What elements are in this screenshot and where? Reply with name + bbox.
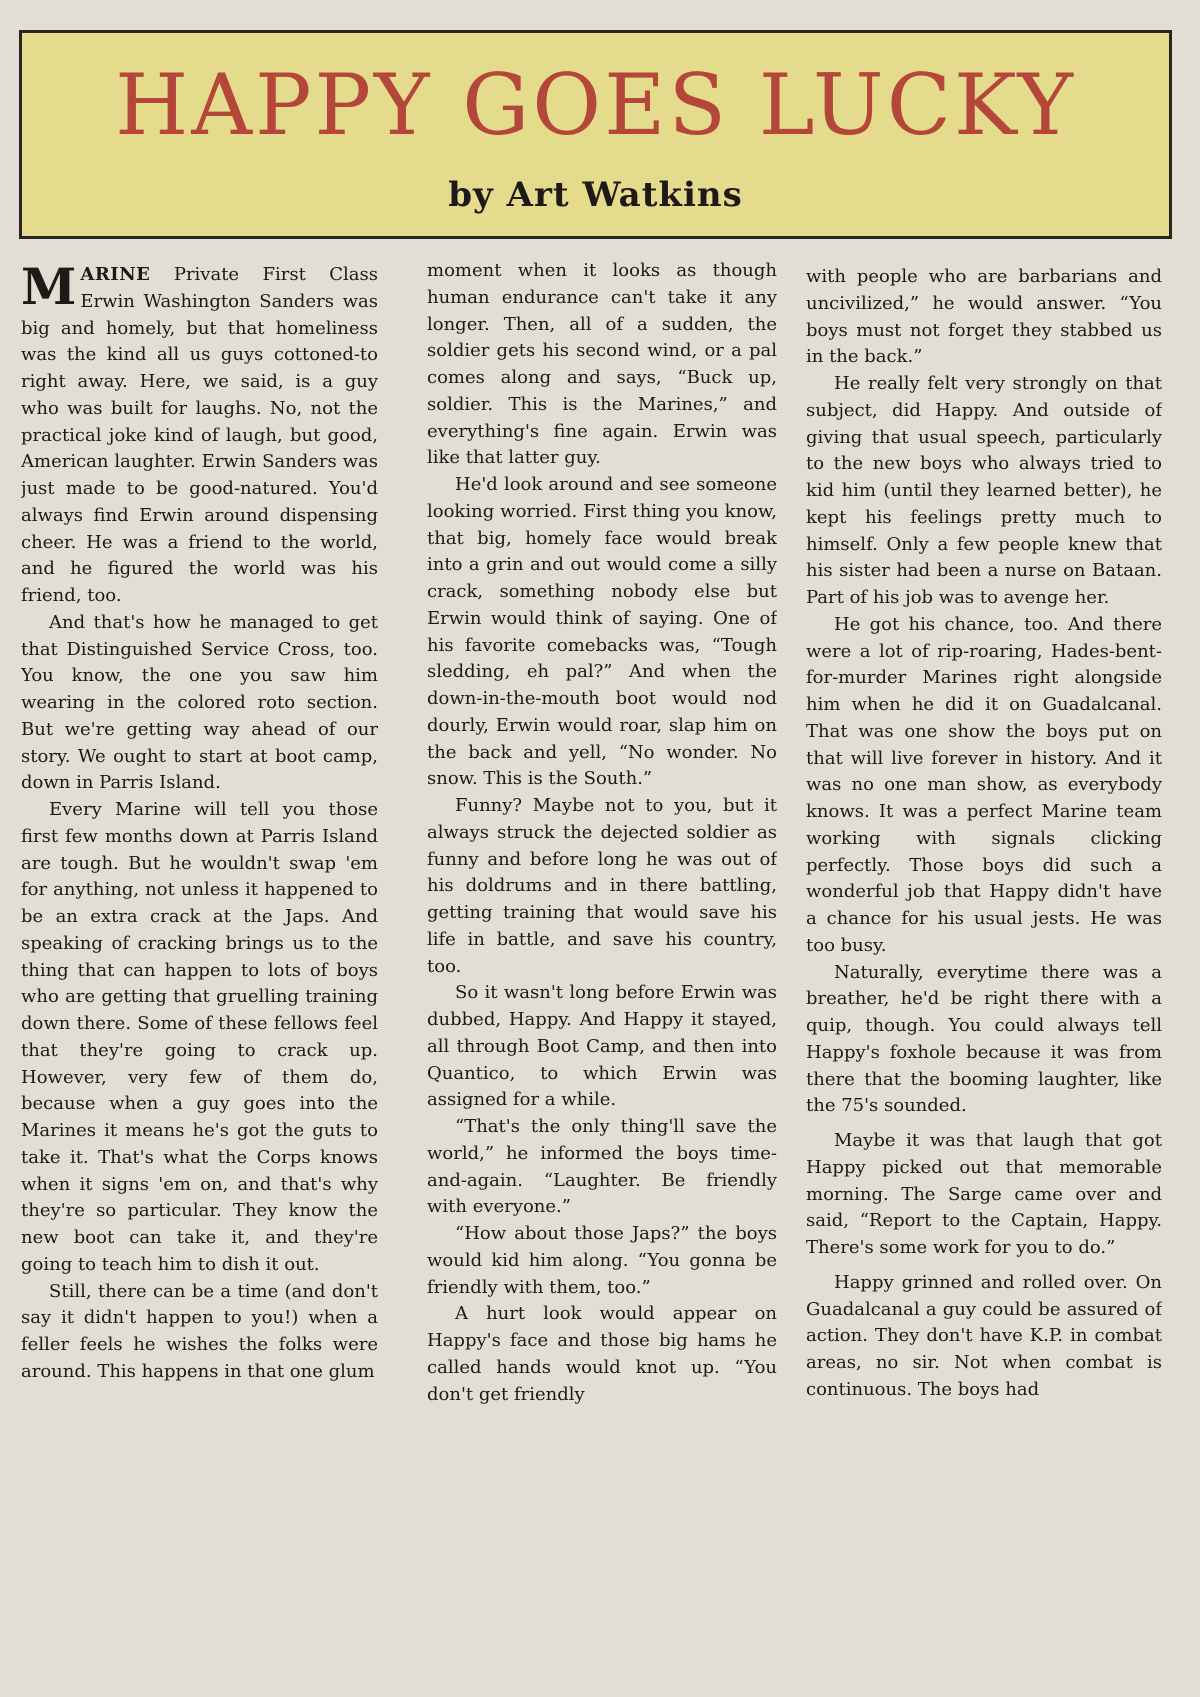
text-column-2 xyxy=(427,258,777,1648)
lead-word: ARINE xyxy=(80,264,151,285)
paragraph: Every Marine will tell you those first few months down at Parris Island are tough. But he wouldn't swap 'em for anything, not unless it happened to be an extra crack at the Japs. And speaking of cracking brings us to the thing that can happen to lots of boys who are getting that gruelling training down there. Some of these fellows feel that they're going to crack up. However, very few of them do, because when a guy goes into the Marines it means he's got the guts to take it. That's what the Corps knows when it signs 'em on, and that's why they're so particular. They know the new boot can take it, and they're going to teach him to dish it out. xyxy=(21,799,378,1275)
paragraph: He really felt very strongly on that subject, did Happy. And outside of giving that usual speech, particularly to the new boys who always tried to kid him (until they learned better), he kept his feelings pretty much to himself. Only a few people knew that his sister had been a nurse on Bataan. Part of his job was to avenge her. xyxy=(806,373,1162,608)
article-title: HAPPY GOES LUCKY xyxy=(115,56,1076,154)
paragraph-text: Private First Class Erwin Washington Sanders was big and homely, but that homeliness was the kind all us guys cottoned-to right away. Here, we said, is a guy who was built for laughs. No, not the practical joke kind of laugh, but good, American laughter. Erwin Sanders was just made to be good-natured. You'd always find Erwin around dispensing cheer. He was a friend to the world, and he figured the world was his friend, too. xyxy=(21,264,378,606)
opening-paragraph xyxy=(21,262,378,610)
paragraph: He'd look around and see someone looking worried. First thing you know, that big, homely face would break into a grin and out would come a silly crack, something nobody else but Erwin would think of saying. One of his favorite comebacks was, “Tough sledding, eh pal?” And when the down-in-the-mouth boot would nod dourly, Erwin would roar, slap him on the back and yell, “No wonder. No snow. This is the South.” xyxy=(427,474,777,790)
paragraph: Still, there can be a time (and don't say it didn't happen to you!) when a feller feels he wishes the folks were around. This happens in that one glum xyxy=(21,1280,378,1382)
paragraph: Funny? Maybe not to you, but it always struck the dejected soldier as funny and before long he was out of his doldrums and in there battling, getting training that would save his life in battle, and save his country, too. xyxy=(427,795,777,977)
paragraph: And that's how he managed to get that Distinguished Service Cross, too. You know, the one you saw him wearing in the colored roto section. But we're getting way ahead of our story. We ought to start at boot camp, down in Parris Island. xyxy=(21,611,378,794)
paragraph: with people who are barbarians and uncivilized,” he would answer. “You boys must not forget they stabbed us in the back.” xyxy=(806,266,1162,368)
paragraph: “How about those Japs?” the boys would kid him along. “You gonna be friendly with them, too.” xyxy=(427,1223,777,1298)
paragraph: moment when it looks as though human endurance can't take it any longer. Then, all of a sudden, the soldier gets his second wind, or a pal comes along and says, “Buck up, soldier. This is the Marines,” and everything's fine again. Erwin was like that latter guy. xyxy=(427,260,777,469)
text-column-3 xyxy=(806,264,1162,1654)
paragraph: Maybe it was that laugh that got Happy picked out that memorable morning. The Sarge came over and said, “Report to the Captain, Happy. There's some work for you to do.” xyxy=(806,1130,1162,1258)
title-banner xyxy=(19,30,1172,239)
paragraph: Naturally, everytime there was a breather, he'd be right there with a quip, though. You could always tell Happy's foxhole because it was from there that the booming laughter, like the 75's sounded. xyxy=(806,961,1162,1117)
paragraph: He got his chance, too. And there were a lot of rip-roaring, Hades-bent-for-murder Marines right alongside him when he did it on Guadalcanal. That was one show the boys put on that will live forever in history. And it was no one man show, as everybody knows. It was a perfect Marine team working with signals clicking perfectly. Those boys did such a wonderful job that Happy didn't have a chance for his usual jests. He was too busy. xyxy=(806,613,1162,956)
drop-cap: M xyxy=(21,262,77,316)
paragraph: “That's the only thing'll save the world,” he informed the boys time-and-again. “Laughter. Be friendly with everyone.” xyxy=(427,1116,777,1218)
paragraph: A hurt look would appear on Happy's face and those big hams he called hands would knot up. “You don't get friendly xyxy=(427,1303,777,1405)
article-byline: by Art Watkins xyxy=(448,175,743,215)
text-column-1 xyxy=(21,262,378,1652)
paragraph: Happy grinned and rolled over. On Guadalcanal a guy could be assured of action. They don't have K.P. in combat areas, no sir. Not when combat is continuous. The boys had xyxy=(806,1271,1162,1400)
paragraph: So it wasn't long before Erwin was dubbed, Happy. And Happy it stayed, all through Boot Camp, and then into Quantico, to which Erwin was assigned for a while. xyxy=(427,982,777,1111)
